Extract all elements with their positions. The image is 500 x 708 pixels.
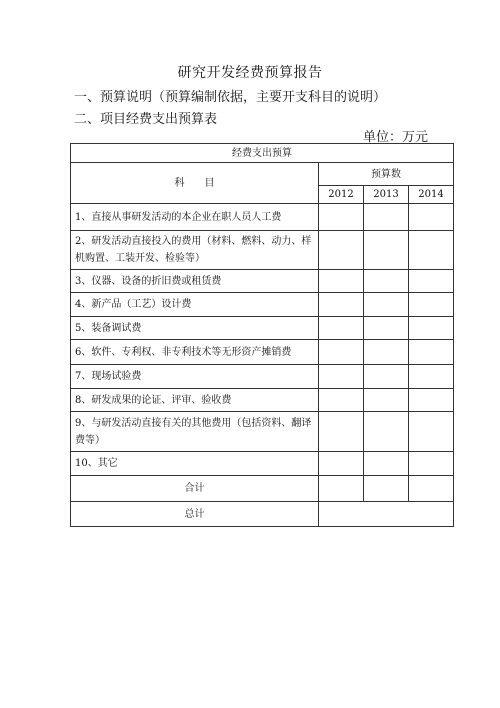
table-row xyxy=(71,389,454,412)
subtotal-cell-2012[interactable] xyxy=(319,476,364,502)
table-row xyxy=(71,452,454,476)
total-row xyxy=(71,502,454,527)
item-label: 4、新产品（工艺）设计费 xyxy=(71,293,319,317)
table-row xyxy=(71,204,454,231)
value-cell-2012[interactable] xyxy=(319,204,364,231)
value-cell-2014[interactable] xyxy=(409,340,454,365)
value-cell-2014[interactable] xyxy=(409,412,454,452)
section-heading-expense-table: 二、项目经费支出预算表 xyxy=(74,112,218,127)
year-2014: 2014 xyxy=(409,186,454,204)
value-cell-2012[interactable] xyxy=(319,340,364,365)
year-2013: 2013 xyxy=(364,186,409,204)
value-cell-2012[interactable] xyxy=(319,365,364,389)
value-cell-2014[interactable] xyxy=(409,231,454,270)
table-header-row xyxy=(71,144,454,163)
table-header: 经费支出预算 xyxy=(71,144,454,163)
budget-table xyxy=(70,143,454,527)
value-cell-2012[interactable] xyxy=(319,452,364,476)
table-row xyxy=(71,270,454,293)
value-cell-2013[interactable] xyxy=(364,270,409,293)
subtotal-cell-2013[interactable] xyxy=(364,476,409,502)
value-cell-2013[interactable] xyxy=(364,365,409,389)
table-row xyxy=(71,412,454,452)
value-cell-2014[interactable] xyxy=(409,293,454,317)
item-label: 1、直接从事研发活动的本企业在职人员人工费 xyxy=(71,204,319,231)
section-heading-budget-notes: 一、预算说明（预算编制依据，主要开支科目的说明） xyxy=(74,90,387,105)
table-row xyxy=(71,317,454,340)
value-cell-2012[interactable] xyxy=(319,317,364,340)
value-cell-2013[interactable] xyxy=(364,317,409,340)
value-cell-2013[interactable] xyxy=(364,231,409,270)
item-label: 3、仪器、设备的折旧费或租赁费 xyxy=(71,270,319,293)
value-cell-2013[interactable] xyxy=(364,389,409,412)
value-cell-2013[interactable] xyxy=(364,340,409,365)
value-cell-2014[interactable] xyxy=(409,317,454,340)
value-cell-2012[interactable] xyxy=(319,389,364,412)
value-cell-2012[interactable] xyxy=(319,293,364,317)
item-label: 8、研发成果的论证、评审、验收费 xyxy=(71,389,319,412)
value-cell-2014[interactable] xyxy=(409,365,454,389)
year-2012: 2012 xyxy=(319,186,364,204)
table-row xyxy=(71,340,454,365)
value-cell-2012[interactable] xyxy=(319,412,364,452)
value-cell-2014[interactable] xyxy=(409,452,454,476)
report-title: 研究开发经费预算报告 xyxy=(177,65,323,81)
subtotal-cell-2014[interactable] xyxy=(409,476,454,502)
subtotal-label: 合计 xyxy=(71,476,319,502)
item-label: 9、与研发活动直接有关的其他费用（包括资料、翻译费等） xyxy=(71,412,319,452)
table-subheader-row xyxy=(71,163,454,186)
table-row xyxy=(71,365,454,389)
value-cell-2013[interactable] xyxy=(364,204,409,231)
unit-label: 单位：万元 xyxy=(363,130,429,145)
item-label: 5、装备调试费 xyxy=(71,317,319,340)
subject-header: 科 目 xyxy=(71,163,319,204)
value-cell-2012[interactable] xyxy=(319,270,364,293)
value-cell-2013[interactable] xyxy=(364,412,409,452)
value-cell-2013[interactable] xyxy=(364,452,409,476)
value-cell-2013[interactable] xyxy=(364,293,409,317)
table-row xyxy=(71,293,454,317)
item-label: 6、软件、专利权、非专利技术等无形资产摊销费 xyxy=(71,340,319,365)
value-cell-2014[interactable] xyxy=(409,389,454,412)
value-cell-2012[interactable] xyxy=(319,231,364,270)
item-label: 7、现场试验费 xyxy=(71,365,319,389)
table-row xyxy=(71,231,454,270)
item-label: 2、研发活动直接投入的费用（材料、燃料、动力、样机购置、工装开发、检验等） xyxy=(71,231,319,270)
value-cell-2014[interactable] xyxy=(409,270,454,293)
value-cell-2014[interactable] xyxy=(409,204,454,231)
total-label: 总计 xyxy=(71,502,319,527)
budget-header: 预算数 xyxy=(319,163,454,186)
subtotal-row xyxy=(71,476,454,502)
total-value-cell[interactable] xyxy=(319,502,454,527)
item-label: 10、其它 xyxy=(71,452,319,476)
